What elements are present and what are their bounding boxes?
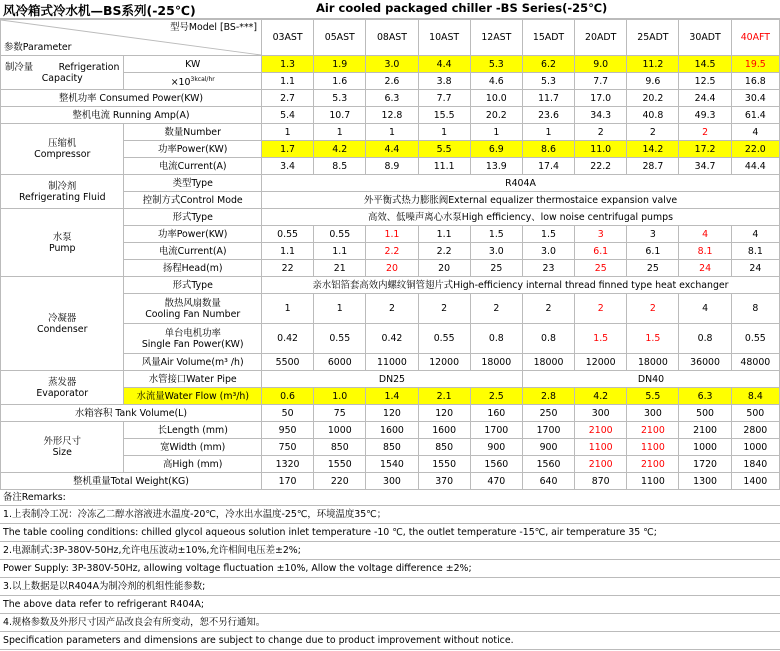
- table-row: [1, 277, 780, 294]
- value-cell: 4.2: [314, 141, 366, 158]
- value-cell: 1550: [418, 456, 470, 473]
- compressor-current-label: 电流Current(A): [124, 158, 262, 175]
- value-cell: 75: [314, 405, 366, 422]
- value-cell: 44.4: [731, 158, 779, 175]
- value-cell: 4.4: [366, 141, 418, 158]
- value-cell: 34.7: [679, 158, 731, 175]
- value-cell: 2: [627, 124, 679, 141]
- value-cell: 1.1: [418, 226, 470, 243]
- unit-kcal-sup: 3kcal/hr: [190, 75, 215, 83]
- table-row: [1, 371, 780, 388]
- value-cell: 11.2: [627, 56, 679, 73]
- value-cell: 24: [731, 260, 779, 277]
- value-cell: 6.3: [679, 388, 731, 405]
- value-cell: 7.7: [418, 90, 470, 107]
- pump-group: [1, 209, 124, 277]
- remark-line: 2.电源制式:3P-380V-50Hz,允许电压波动±10%,允许相间电压差±2%;: [0, 542, 780, 560]
- remark-line: The table cooling conditions: chilled glycol aqueous solution inlet temperature -10 ℃, the outlet temperature -15℃, air temperature 35 ℃;: [0, 524, 780, 542]
- value-cell: 0.55: [418, 324, 470, 354]
- consumed-power-label: 整机功率 Consumed Power(KW): [1, 90, 262, 107]
- condenser-type-label: 形式Type: [124, 277, 262, 294]
- value-cell: 6.1: [627, 243, 679, 260]
- fan-power-label-en: Single Fan Power(KW): [141, 338, 244, 350]
- value-cell: 1000: [314, 422, 366, 439]
- water-pipe-value: DN40: [522, 371, 779, 388]
- value-cell: 34.3: [575, 107, 627, 124]
- title-cn: 风冷箱式冷水机—BS系列(-25℃): [3, 3, 196, 18]
- value-cell: 48000: [731, 354, 779, 371]
- value-cell: 21: [314, 260, 366, 277]
- value-cell: 8.1: [679, 243, 731, 260]
- value-cell: 120: [418, 405, 470, 422]
- value-cell: 1.1: [366, 226, 418, 243]
- pump-power-label: 功率Power(KW): [124, 226, 262, 243]
- remark-line: Power Supply: 3P-380V-50Hz, allowing voltage fluctuation ±10%, Allow the voltage difference ±2%;: [0, 560, 780, 578]
- value-cell: 850: [418, 439, 470, 456]
- value-cell: 1300: [679, 473, 731, 490]
- value-cell: 0.8: [470, 324, 522, 354]
- value-cell: 470: [470, 473, 522, 490]
- model-header: 15ADT: [522, 20, 574, 56]
- model-header: 30ADT: [679, 20, 731, 56]
- value-cell: 900: [470, 439, 522, 456]
- value-cell: 2.2: [418, 243, 470, 260]
- value-cell: 1000: [679, 439, 731, 456]
- model-header: 03AST: [261, 20, 313, 56]
- control-mode-value: 外平衡式热力膨胀阀External equalizer thermostaice expansion valve: [261, 192, 779, 209]
- value-cell: 17.0: [575, 90, 627, 107]
- value-cell: 0.8: [679, 324, 731, 354]
- value-cell: 0.42: [261, 324, 313, 354]
- value-cell: 2: [418, 294, 470, 324]
- value-cell: 1.5: [575, 324, 627, 354]
- value-cell: 1100: [627, 473, 679, 490]
- value-cell: 8.5: [314, 158, 366, 175]
- compressor-number-label: 数量Number: [124, 124, 262, 141]
- value-cell: 300: [627, 405, 679, 422]
- value-cell: 24: [679, 260, 731, 277]
- refrigeration-label-en: Refrigeration: [58, 61, 120, 73]
- value-cell: 10.0: [470, 90, 522, 107]
- pump-current-label: 电流Current(A): [124, 243, 262, 260]
- water-flow-label: 水流量Water Flow (m³/h): [124, 388, 262, 405]
- value-cell: 2.8: [522, 388, 574, 405]
- value-cell: 0.55: [731, 324, 779, 354]
- value-cell: 4: [679, 226, 731, 243]
- model-parameter-header: [1, 20, 262, 56]
- pump-label-cn: 水泵: [52, 231, 72, 243]
- value-cell: 5.3: [470, 56, 522, 73]
- value-cell: 2: [627, 294, 679, 324]
- value-cell: 15.5: [418, 107, 470, 124]
- value-cell: 850: [366, 439, 418, 456]
- value-cell: 3.4: [261, 158, 313, 175]
- value-cell: 1.5: [627, 324, 679, 354]
- value-cell: 2: [575, 294, 627, 324]
- value-cell: 23.6: [522, 107, 574, 124]
- value-cell: 1: [522, 124, 574, 141]
- length-label: 长Length (mm): [124, 422, 262, 439]
- value-cell: 11.0: [575, 141, 627, 158]
- fan-number-label: [124, 294, 262, 324]
- value-cell: 12000: [575, 354, 627, 371]
- value-cell: 12.8: [366, 107, 418, 124]
- refrigeration-capacity-group: [1, 56, 124, 90]
- value-cell: 25: [575, 260, 627, 277]
- value-cell: 1560: [522, 456, 574, 473]
- table-row: [1, 56, 780, 73]
- pump-type-value: 高效、低噪声离心水泵High efficiency、low noise centrifugal pumps: [261, 209, 779, 226]
- value-cell: 370: [418, 473, 470, 490]
- fluid-label-en: Refrigerating Fluid: [18, 191, 106, 203]
- value-cell: 2: [366, 294, 418, 324]
- table-row: [1, 175, 780, 192]
- value-cell: 4.2: [575, 388, 627, 405]
- value-cell: 750: [261, 439, 313, 456]
- width-label: 宽Width (mm): [124, 439, 262, 456]
- running-amp-label: 整机电流 Running Amp(A): [1, 107, 262, 124]
- value-cell: 49.3: [679, 107, 731, 124]
- value-cell: 5.3: [314, 90, 366, 107]
- value-cell: 6000: [314, 354, 366, 371]
- value-cell: 9.6: [627, 73, 679, 90]
- value-cell: 1.5: [522, 226, 574, 243]
- value-cell: 1: [314, 124, 366, 141]
- value-cell: 25: [470, 260, 522, 277]
- value-cell: 0.8: [522, 324, 574, 354]
- value-cell: 20.2: [470, 107, 522, 124]
- value-cell: 25: [627, 260, 679, 277]
- value-cell: 1.4: [366, 388, 418, 405]
- value-cell: 5.5: [418, 141, 470, 158]
- value-cell: 2800: [731, 422, 779, 439]
- value-cell: 1100: [575, 439, 627, 456]
- value-cell: 640: [522, 473, 574, 490]
- value-cell: 4.6: [470, 73, 522, 90]
- value-cell: 40.8: [627, 107, 679, 124]
- fluid-type-label: 类型Type: [124, 175, 262, 192]
- value-cell: 1.0: [314, 388, 366, 405]
- value-cell: 2.2: [366, 243, 418, 260]
- value-cell: 14.5: [679, 56, 731, 73]
- value-cell: 50: [261, 405, 313, 422]
- compressor-label-en: Compressor: [34, 149, 91, 160]
- value-cell: 20.2: [627, 90, 679, 107]
- value-cell: 11000: [366, 354, 418, 371]
- value-cell: 1600: [418, 422, 470, 439]
- value-cell: 3.0: [522, 243, 574, 260]
- value-cell: 1700: [522, 422, 574, 439]
- value-cell: 0.55: [314, 226, 366, 243]
- compressor-power-label: 功率Power(KW): [124, 141, 262, 158]
- fluid-label-cn: 制冷剂: [48, 180, 77, 192]
- value-cell: 1540: [366, 456, 418, 473]
- value-cell: 1.3: [261, 56, 313, 73]
- page-header: [0, 0, 780, 19]
- value-cell: 9.0: [575, 56, 627, 73]
- value-cell: 16.8: [731, 73, 779, 90]
- value-cell: 1.7: [261, 141, 313, 158]
- value-cell: 7.7: [575, 73, 627, 90]
- value-cell: 6.1: [575, 243, 627, 260]
- value-cell: 11.7: [522, 90, 574, 107]
- model-header: 20ADT: [575, 20, 627, 56]
- parameter-label: 参数Parameter: [4, 42, 72, 53]
- model-header: 08AST: [366, 20, 418, 56]
- remark-line: 4.规格参数及外形尺寸因产品改良会有所变动，恕不另行通知。: [0, 614, 780, 632]
- value-cell: 5.3: [522, 73, 574, 90]
- evaporator-group: [1, 371, 124, 405]
- value-cell: 17.2: [679, 141, 731, 158]
- value-cell: 870: [575, 473, 627, 490]
- value-cell: 1.5: [470, 226, 522, 243]
- value-cell: 1320: [261, 456, 313, 473]
- remark-line: 1.上表制冷工况：冷冻乙二醇水溶液进水温度-20℃，冷水出水温度-25℃，环境温度35℃；: [0, 506, 780, 524]
- value-cell: 1700: [470, 422, 522, 439]
- table-row: [1, 209, 780, 226]
- table-row: [1, 20, 780, 56]
- value-cell: 20: [418, 260, 470, 277]
- model-header: 12AST: [470, 20, 522, 56]
- value-cell: 1840: [731, 456, 779, 473]
- remark-line: 3.以上数据是以R404A为制冷剂的机组性能参数;: [0, 578, 780, 596]
- value-cell: 8.4: [731, 388, 779, 405]
- value-cell: 3.8: [418, 73, 470, 90]
- value-cell: 11.1: [418, 158, 470, 175]
- value-cell: 1.1: [261, 243, 313, 260]
- value-cell: 18000: [522, 354, 574, 371]
- value-cell: 4.4: [418, 56, 470, 73]
- value-cell: 22.0: [731, 141, 779, 158]
- unit-kcal-base: ×10: [170, 77, 191, 89]
- value-cell: 4: [679, 294, 731, 324]
- value-cell: 2100: [575, 456, 627, 473]
- value-cell: 1: [314, 294, 366, 324]
- value-cell: 160: [470, 405, 522, 422]
- model-header: 25ADT: [627, 20, 679, 56]
- value-cell: 1400: [731, 473, 779, 490]
- value-cell: 1: [261, 294, 313, 324]
- size-label-en: Size: [52, 447, 72, 458]
- spec-table: [0, 19, 780, 490]
- value-cell: 2.6: [366, 73, 418, 90]
- height-label: 高High (mm): [124, 456, 262, 473]
- value-cell: 5.5: [627, 388, 679, 405]
- value-cell: 8.1: [731, 243, 779, 260]
- value-cell: 3: [575, 226, 627, 243]
- value-cell: 950: [261, 422, 313, 439]
- value-cell: 500: [731, 405, 779, 422]
- value-cell: 220: [314, 473, 366, 490]
- value-cell: 2.7: [261, 90, 313, 107]
- table-row: [1, 107, 780, 124]
- value-cell: 170: [261, 473, 313, 490]
- value-cell: 850: [314, 439, 366, 456]
- value-cell: 0.6: [261, 388, 313, 405]
- value-cell: 2100: [627, 456, 679, 473]
- value-cell: 1: [470, 124, 522, 141]
- remarks: [0, 490, 780, 650]
- control-mode-label: 控制方式Control Mode: [124, 192, 262, 209]
- condenser-type-value: 亲水铝箔套高效内螺纹铜管翅片式High-efficiency internal thread finned type heat exchanger: [261, 277, 779, 294]
- value-cell: 1.9: [314, 56, 366, 73]
- value-cell: 1: [366, 124, 418, 141]
- pump-label-en: Pump: [48, 242, 76, 254]
- capacity-label-en: Capacity: [41, 72, 83, 84]
- model-header: 05AST: [314, 20, 366, 56]
- model-header: 10AST: [418, 20, 470, 56]
- size-label-cn: 外形尺寸: [43, 436, 81, 447]
- value-cell: 2: [522, 294, 574, 324]
- value-cell: 300: [575, 405, 627, 422]
- value-cell: 5500: [261, 354, 313, 371]
- value-cell: 13.9: [470, 158, 522, 175]
- value-cell: 300: [366, 473, 418, 490]
- value-cell: 1000: [731, 439, 779, 456]
- table-row: [1, 422, 780, 439]
- value-cell: 2.5: [470, 388, 522, 405]
- value-cell: 14.2: [627, 141, 679, 158]
- tank-volume-label: 水箱容积 Tank Volume(L): [1, 405, 262, 422]
- value-cell: 6.2: [522, 56, 574, 73]
- value-cell: 5.4: [261, 107, 313, 124]
- value-cell: 500: [679, 405, 731, 422]
- value-cell: 2: [679, 124, 731, 141]
- value-cell: 8.9: [366, 158, 418, 175]
- value-cell: 2: [575, 124, 627, 141]
- value-cell: 2.1: [418, 388, 470, 405]
- fan-number-label-en: Cooling Fan Number: [145, 308, 241, 320]
- value-cell: 28.7: [627, 158, 679, 175]
- value-cell: 1600: [366, 422, 418, 439]
- evaporator-label-en: Evaporator: [36, 387, 89, 399]
- value-cell: 8.6: [522, 141, 574, 158]
- value-cell: 120: [366, 405, 418, 422]
- size-group: [1, 422, 124, 473]
- evaporator-label-cn: 蒸发器: [48, 376, 77, 388]
- value-cell: 1: [418, 124, 470, 141]
- value-cell: 0.55: [261, 226, 313, 243]
- value-cell: 1720: [679, 456, 731, 473]
- refrigeration-label-cn: 制冷量: [5, 61, 34, 73]
- value-cell: 0.42: [366, 324, 418, 354]
- fan-power-label-cn: 单台电机功率: [164, 327, 221, 339]
- value-cell: 12.5: [679, 73, 731, 90]
- model-header: 40AFT: [731, 20, 779, 56]
- value-cell: 4: [731, 124, 779, 141]
- compressor-group: [1, 124, 124, 175]
- title-en: Air cooled packaged chiller -BS Series(-25℃): [316, 1, 608, 15]
- remarks-title: 备注Remarks:: [0, 490, 780, 506]
- value-cell: 2100: [575, 422, 627, 439]
- value-cell: 6.3: [366, 90, 418, 107]
- value-cell: 17.4: [522, 158, 574, 175]
- air-volume-label: 风量Air Volume(m³ /h): [124, 354, 262, 371]
- value-cell: 18000: [470, 354, 522, 371]
- unit-kcal: [124, 73, 262, 90]
- model-label: 型号Model [BS-***]: [170, 22, 257, 33]
- refrigerating-fluid-group: [1, 175, 124, 209]
- value-cell: 3.0: [470, 243, 522, 260]
- table-row: [1, 124, 780, 141]
- condenser-label-en: Condenser: [37, 323, 88, 335]
- value-cell: 24.4: [679, 90, 731, 107]
- value-cell: 20: [366, 260, 418, 277]
- value-cell: 12000: [418, 354, 470, 371]
- value-cell: 900: [522, 439, 574, 456]
- value-cell: 1100: [627, 439, 679, 456]
- remark-line: Specification parameters and dimensions are subject to change due to product improvement without notice.: [0, 632, 780, 650]
- remark-line: The above data refer to refrigerant R404A;: [0, 596, 780, 614]
- fan-power-label: [124, 324, 262, 354]
- value-cell: 3.0: [366, 56, 418, 73]
- table-row: [1, 473, 780, 490]
- unit-kw: KW: [124, 56, 262, 73]
- value-cell: 10.7: [314, 107, 366, 124]
- value-cell: 18000: [627, 354, 679, 371]
- value-cell: 1.6: [314, 73, 366, 90]
- pump-type-label: 形式Type: [124, 209, 262, 226]
- pump-head-label: 扬程Head(m): [124, 260, 262, 277]
- value-cell: 1560: [470, 456, 522, 473]
- value-cell: 8: [731, 294, 779, 324]
- value-cell: 23: [522, 260, 574, 277]
- compressor-label-cn: 压缩机: [48, 138, 77, 149]
- value-cell: 1.1: [261, 73, 313, 90]
- value-cell: 4: [731, 226, 779, 243]
- water-pipe-label: 水管接口Water Pipe: [124, 371, 262, 388]
- value-cell: 3: [627, 226, 679, 243]
- value-cell: 1.1: [314, 243, 366, 260]
- total-weight-label: 整机重量Total Weight(KG): [1, 473, 262, 490]
- condenser-label-cn: 冷凝器: [48, 312, 77, 324]
- value-cell: 30.4: [731, 90, 779, 107]
- value-cell: 250: [522, 405, 574, 422]
- water-pipe-value: DN25: [261, 371, 522, 388]
- value-cell: 22: [261, 260, 313, 277]
- value-cell: 22.2: [575, 158, 627, 175]
- condenser-group: [1, 277, 124, 371]
- value-cell: 2: [470, 294, 522, 324]
- table-row: [1, 90, 780, 107]
- value-cell: 2100: [627, 422, 679, 439]
- value-cell: 2100: [679, 422, 731, 439]
- value-cell: 1: [261, 124, 313, 141]
- value-cell: 0.55: [314, 324, 366, 354]
- value-cell: 61.4: [731, 107, 779, 124]
- fluid-type-value: R404A: [261, 175, 779, 192]
- table-row: [1, 405, 780, 422]
- value-cell: 6.9: [470, 141, 522, 158]
- fan-number-label-cn: 散热风扇数量: [164, 297, 221, 309]
- value-cell: 19.5: [731, 56, 779, 73]
- value-cell: 1550: [314, 456, 366, 473]
- value-cell: 36000: [679, 354, 731, 371]
